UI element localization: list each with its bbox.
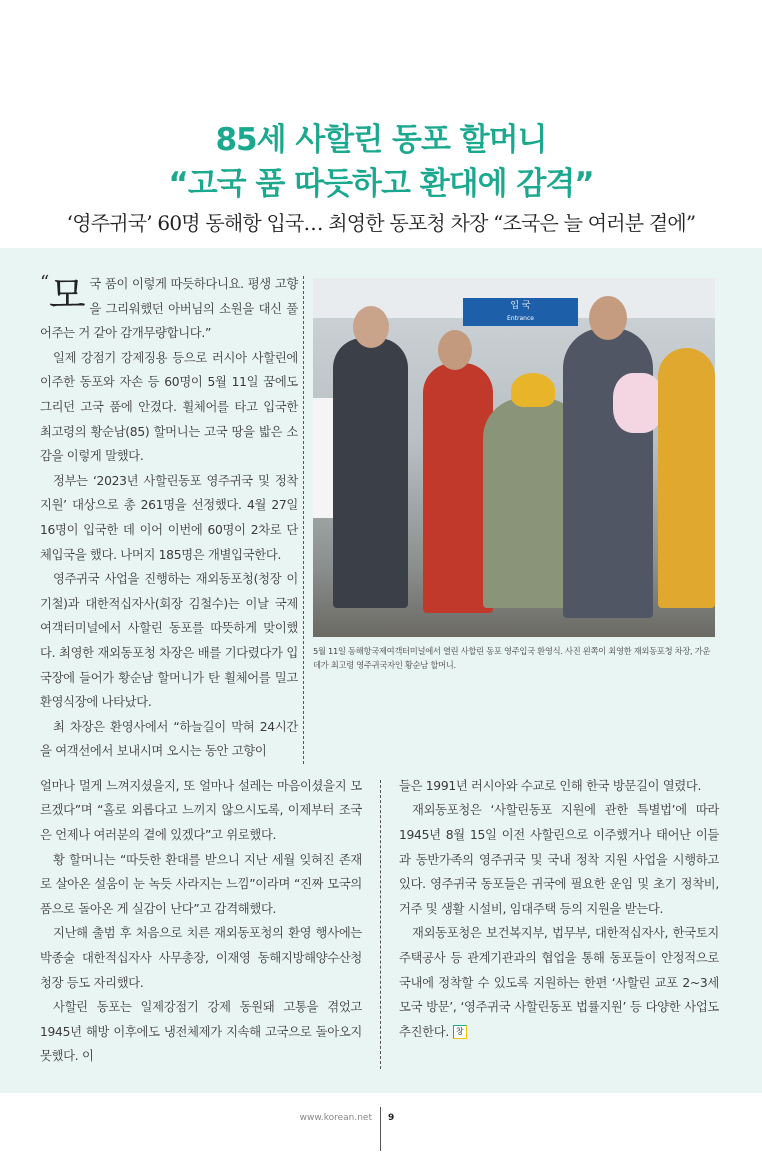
headline-line-1: 85세 사할린 동포 할머니	[215, 122, 547, 158]
entrance-sign	[463, 298, 578, 326]
paragraph	[399, 921, 719, 1044]
flower-bouquet	[613, 373, 663, 433]
end-mark-icon: 창	[453, 1025, 467, 1039]
subtitle: ‘영주귀국’ 60명 동해항 입국… 최영한 동포청 차장 “조국은 늘 여러분 곁에”	[66, 211, 696, 235]
paragraph: 황 할머니는 “따듯한 환대를 받으니 지난 세월 잊혀진 존재로 살아온 설움이 눈 녹듯 사라지는 느낌”이라며 “진짜 모국의 품으로 돌아온 게 실감이 난다”고 감격해했다.	[40, 852, 362, 916]
page-number: 9	[388, 1113, 395, 1123]
yellow-hat	[511, 373, 555, 407]
article-header	[0, 0, 762, 248]
open-quote: “	[40, 272, 49, 293]
article-upper-section	[0, 272, 762, 764]
article-column-2	[40, 774, 362, 1069]
column-divider	[380, 780, 381, 1069]
footer-url: www.korean.net	[299, 1113, 372, 1123]
article-lower-section	[0, 774, 762, 1069]
paragraph: 지난해 출범 후 처음으로 치른 재외동포청의 환영 행사에는 박종술 대한적십자사 사무총장, 이재영 동해지방해양수산청 청장 등도 자리했다.	[40, 926, 362, 990]
paragraph: 최 차장은 환영사에서 “하늘길이 막혀 24시간을 여객선에서 보내시며 오시는 동안 고향이	[40, 719, 298, 759]
person-left	[333, 338, 408, 608]
paragraph: 얼마나 멀게 느껴지셨을지, 또 얼마나 설레는 마음이셨을지 모르겠다”며 “홀로 외롭다고 느끼지 않으시도록, 이제부터 조국은 언제나 여러분의 곁에 있겠다”고 위로했다.	[40, 778, 362, 843]
paragraph-text: 국 품이 이렇게 따듯하다니요. 평생 고향을 그리워했던 아버님의 소원을 대신 풀어주는 거 같아 감개무량합니다.”	[40, 277, 298, 341]
paragraph: 영주귀국 사업을 진행하는 재외동포청(청장 이기철)과 대한적십자사(회장 김철수)는 이날 국제여객터미널에서 사할린 동포를 따뜻하게 맞이했다. 최영한 재외동포청 차장은 배를 기다렸다가 입국장에 들어가 황순남 할머니가 탄 휠체어를 밀고 환영식장에 나타났다.	[40, 572, 298, 710]
footer-divider	[380, 1107, 381, 1151]
paragraph: 사할린 동포는 일제강점기 강제 동원돼 고통을 겪었고 1945년 해방 이후에도 냉전체제가 지속해 고국으로 돌아오지 못했다. 이	[40, 1000, 362, 1064]
dropcap-letter: 모	[48, 273, 86, 317]
sign-subtext: Entrance	[507, 315, 534, 322]
paragraph: 일제 강점기 강제징용 등으로 러시아 사할린에 이주한 동포와 자손 등 60명이 5월 11일 꿈에도 그리던 고국 품에 안겼다. 휠체어를 타고 입국한 최고령의 황순남(85) 할머니는 고국 땅을 밟은 소감을 이렇게 말했다.	[40, 350, 298, 464]
paragraph: 정부는 ‘2023년 사할린동포 영주귀국 및 정착지원’ 대상으로 총 261명을 선정했다. 4월 27일 16명이 입국한 데 이어 이번에 60명이 2차로 단체입국을 했다. 나머지 185명은 개별입국한다.	[40, 473, 298, 562]
korean-flag	[313, 398, 333, 518]
sign-text: 입 국	[510, 301, 531, 311]
page-footer	[0, 1107, 762, 1153]
face	[438, 330, 472, 370]
article-column-3	[399, 774, 719, 1069]
person-right	[563, 328, 653, 618]
dropcap	[40, 274, 85, 316]
paragraph-text: 재외동포청은 보건복지부, 법무부, 대한적십자사, 한국토지주택공사 등 관계기관과의 협업을 통해 동포들이 안정적으로 국내에 정착할 수 있도록 지원하는 한편 ‘사할린 교포 2~3세 모국 방문’, ‘영주귀국 사할린동포 법률지원’ 등 다양한 사업도 추진한다.	[399, 926, 719, 1039]
person-yellow-vest	[658, 348, 715, 608]
article-background	[0, 248, 762, 1093]
face	[353, 306, 389, 348]
paragraph: 들은 1991년 러시아와 수교로 인해 한국 방문길이 열렸다.	[399, 778, 702, 793]
paragraph: 재외동포청은 ‘사할린동포 지원에 관한 특별법’에 따라 1945년 8월 15일 이전 사할린으로 이주했거나 태어난 이들과 동반가족의 영주귀국 및 국내 정착 지원 사업을 시행하고 있다. 영주귀국 동포들은 귀국에 필요한 운임 및 초기 정착비, 거주 및 생활 시설비, 임대주택 등의 지원을 받는다.	[399, 803, 719, 916]
paragraph	[40, 272, 298, 346]
column-divider	[303, 276, 304, 764]
article-column-1	[40, 272, 298, 764]
face	[589, 296, 627, 340]
photo-caption: 5월 11일 동해항국제여객터미널에서 열린 사할린 동포 영주입국 환영식. 사진 왼쪽이 최영한 재외동포청 차장, 가운데가 최고령 영주귀국자인 황순남 할머니.	[313, 646, 711, 670]
photo-block	[313, 272, 715, 672]
headline-line-2: “고국 품 따듯하고 환대에 감격”	[168, 166, 594, 202]
article-photo	[313, 278, 715, 637]
